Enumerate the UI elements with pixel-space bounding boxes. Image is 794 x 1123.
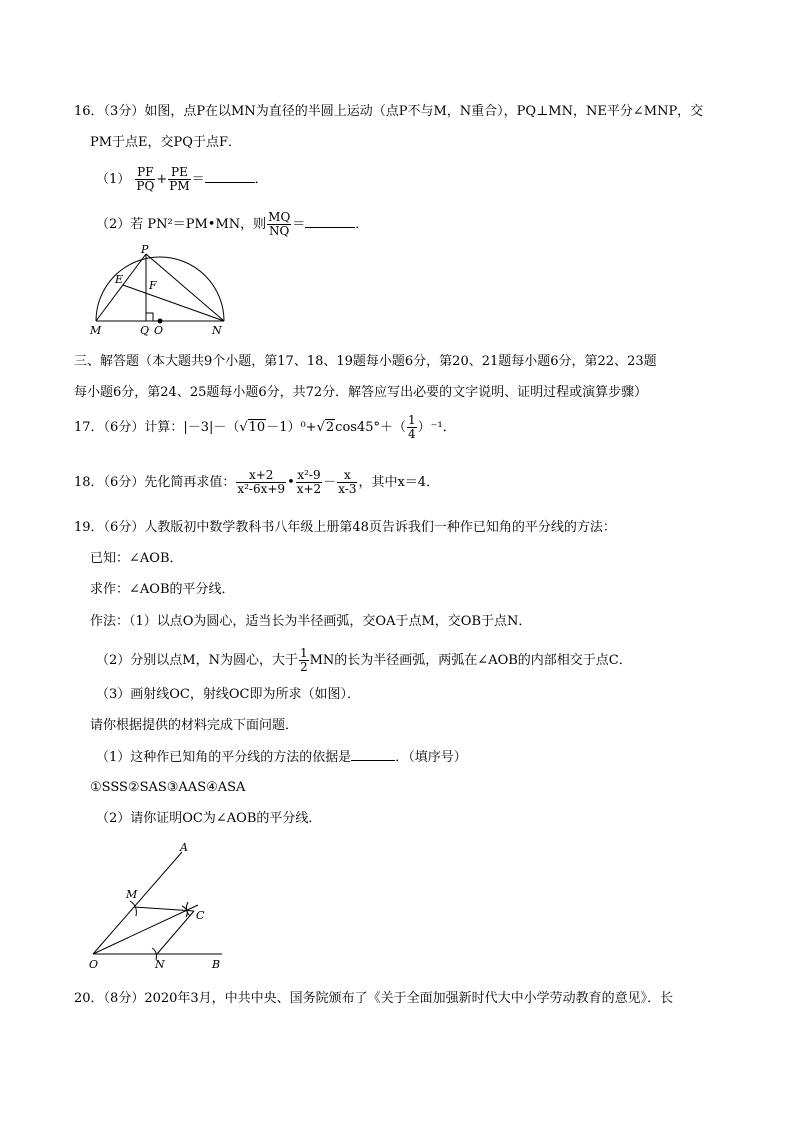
label-b: B xyxy=(212,958,221,971)
fraction: $\frac{MQ}{NQ}$ xyxy=(268,210,291,238)
label-o: O xyxy=(89,958,99,971)
answer-blank xyxy=(205,170,255,183)
q19-question1: （1）这种作已知角的平分线的方法的依据是 ．（填序号） xyxy=(96,750,467,765)
label-n: N xyxy=(212,324,222,336)
section3-line2: 每小题6分，第24、25题每小题6分，共72分．解答应写出必要的文字说明、证明过程或演算步骤） xyxy=(74,385,648,400)
label-a: A xyxy=(180,841,188,854)
label-m: M xyxy=(126,888,138,901)
ray-oc xyxy=(93,905,198,954)
label-n: N xyxy=(155,958,165,971)
answer-blank xyxy=(305,215,355,228)
fraction: $\frac{1}{2}$ xyxy=(299,646,308,674)
q19-step3: （3）画射线OC，射线OC即为所求（如图）． xyxy=(96,687,360,702)
q19-angle-bisector-figure xyxy=(86,840,236,975)
q19-line1: 19．（6分）人教版初中数学教科书八年级上册第48页告诉我们一种作已知角的平分线的方法： xyxy=(74,520,616,535)
q16-line2: PM于点E，交PQ于点F． xyxy=(90,135,241,150)
q16-line1: 16．（3分）如图，点P在以MN为直径的半圆上运动（点P不与M，N重合），PQ⊥MN，NE平分∠MNP，交 xyxy=(74,104,704,119)
q17-line: 17．（6分）计算：|－3|－（√10－1）⁰+√2cos45°＋（ $\frac{1}{4}$ ）⁻¹． xyxy=(74,413,456,441)
q19-options: ①SSS②SAS③AAS④ASA xyxy=(90,780,246,795)
section3-line1: 三、解答题（本大题共9个小题，第17、18、19题每小题6分，第20、21题每小题6分，第22、23题 xyxy=(74,354,657,369)
center-point-o xyxy=(158,319,163,324)
fraction: $\frac{\text{x²-9}}{x+2}$ xyxy=(296,468,322,496)
q16-part1: （1） $\frac{PF}{PQ}$ + $\frac{PE}{PM}$ ＝ ． xyxy=(96,165,268,193)
label-o: O xyxy=(154,324,164,336)
label-f: F xyxy=(149,279,157,292)
segment-pm xyxy=(96,254,146,321)
q16-part2: （2）若 PN²＝PM•MN，则 $\frac{MQ}{NQ}$ ＝ ． xyxy=(96,210,369,238)
q16-part1-prefix: （1） xyxy=(96,172,131,187)
q19-method: 作法：（1）以点O为圆心，适当长为半径画弧，交OA于点M，交OB于点N． xyxy=(90,614,532,629)
fraction: $\frac{x}{x-3}$ xyxy=(338,468,357,496)
ray-oa xyxy=(93,852,182,954)
label-c: C xyxy=(196,909,205,922)
q19-find: 求作：∠AOB的平分线． xyxy=(90,582,235,597)
q19-step2: （2）分别以点M，N为圆心，大于 $\frac{1}{2}$ MN的长为半径画弧，两弧在∠AOB的内部相交于点C． xyxy=(96,646,632,674)
segment-ne xyxy=(123,285,224,321)
label-m: M xyxy=(90,324,102,336)
right-angle-mark xyxy=(146,313,153,321)
segment-nc xyxy=(157,911,194,954)
sqrt-2: 2 xyxy=(325,420,335,435)
answer-blank xyxy=(351,748,395,761)
fraction: $\frac{PF}{PQ}$ xyxy=(136,165,155,193)
q20-line1: 20．（8分）2020年3月，中共中央、国务院颁布了《关于全面加强新时代大中小学劳动教育的意见》．长 xyxy=(74,991,674,1006)
q18-line: 18．（6分）先化简再求值： $\frac{x+2}{\text{x²-6x+9}}$ • $\frac{\text{x²-9}}{x+2}$ － $\frac{x}{x-3}$ ，其中x＝4． xyxy=(74,468,440,496)
q19-known: 已知：∠AOB． xyxy=(90,551,183,566)
label-p: P xyxy=(141,244,149,256)
segment-pn xyxy=(146,254,224,321)
label-e: E xyxy=(115,273,124,286)
fraction: $\frac{PE}{PM}$ xyxy=(169,165,190,193)
q16-semicircle-figure xyxy=(84,244,244,336)
sqrt-10: 10 xyxy=(248,420,266,435)
q19-question2: （2）请你证明OC为∠AOB的平分线． xyxy=(96,811,322,826)
fraction: $\frac{x+2}{\text{x²-6x+9}}$ xyxy=(237,468,286,496)
fraction: $\frac{1}{4}$ xyxy=(408,413,416,441)
q19-instruction: 请你根据提供的材料完成下面问题． xyxy=(90,718,299,733)
label-q: Q xyxy=(140,324,150,336)
